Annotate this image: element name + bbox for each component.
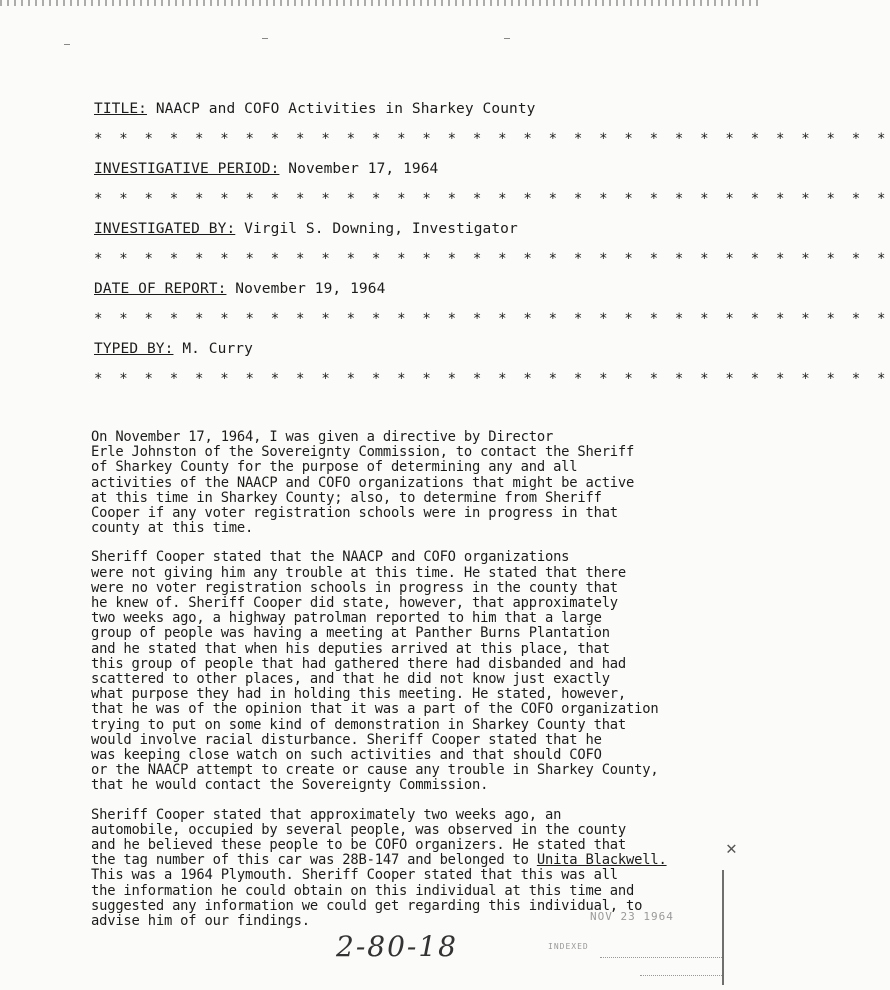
paragraph-automobile-part2: This was a 1964 Plymouth. Sheriff Cooper stated that this was all the information he could obtain on this individual at this time and suggested any information we could get regarding this individual, to advise him of our findings. xyxy=(91,867,643,930)
investigator-row xyxy=(94,218,704,248)
paragraph-sheriff-statement: Sheriff Cooper stated that the NAACP and COFO organizations were not giving him any trouble at this time. He stated that there were no voter registration schools in progress in the county that he knew of. Sheriff Cooper did state, however, that approximately two weeks ago, a highway patrolman reported to him that a large group of people was having a meeting at Panther Burns Plantation and he stated that when his deputies arrived at this place, that this group of people that had gathered there had disbanded and had scattered to other places, and that he did not know just exactly what purpose they had in holding this meeting. He stated, however, that he was of the opinion that it was a part of the COFO organization trying to put on some kind of demonstration in Sharkey County that would involve racial disturbance. Sheriff Cooper stated that he was keeping close watch on such activities and that should COFO or the NAACP attempt to create or cause any trouble in Sharkey County, that he would contact the Sovereignty Commission. xyxy=(91,549,659,794)
scan-speck xyxy=(262,38,268,39)
star-separator: * * * * * * * * * * * * * * * * * * * * * * * * * * * * * * * * xyxy=(94,131,890,147)
margin-rule xyxy=(722,870,724,985)
period-label: INVESTIGATIVE PERIOD: xyxy=(94,161,280,177)
report-date-row xyxy=(94,278,704,308)
scan-edge-dots xyxy=(0,0,763,6)
typed-by-row xyxy=(94,338,704,368)
title-row xyxy=(94,98,704,128)
scan-speck xyxy=(64,44,70,45)
date-stamp: NOV 23 1964 xyxy=(590,910,674,923)
report-date-value: November 19, 1964 xyxy=(235,281,386,297)
report-header xyxy=(94,98,890,398)
person-name: Unita Blackwell. xyxy=(536,852,667,869)
investigator-label: INVESTIGATED BY: xyxy=(94,221,236,237)
scan-speck xyxy=(504,38,510,39)
period-value: November 17, 1964 xyxy=(288,161,439,177)
star-separator: * * * * * * * * * * * * * * * * * * * * * * * * * * * * * * * * xyxy=(94,311,890,327)
star-separator: * * * * * * * * * * * * * * * * * * * * * * * * * * * * * * * * xyxy=(94,371,890,387)
report-body xyxy=(91,430,731,943)
star-separator: * * * * * * * * * * * * * * * * * * * * * * * * * * * * * * * * xyxy=(94,251,890,267)
stamp-line xyxy=(600,957,722,958)
star-separator: * * * * * * * * * * * * * * * * * * * * * * * * * * * * * * * * xyxy=(94,191,890,207)
report-date-label: DATE OF REPORT: xyxy=(94,281,227,297)
margin-x-mark: ✕ xyxy=(726,838,737,859)
stamp-line xyxy=(640,975,722,976)
handwritten-file-number: 2-80-18 xyxy=(336,930,458,963)
typed-by-value: M. Curry xyxy=(182,341,253,357)
period-row xyxy=(94,158,704,188)
title-value: NAACP and COFO Activities in Sharkey County xyxy=(155,101,536,117)
indexed-stamp: INDEXED xyxy=(548,942,589,951)
paragraph-directive: On November 17, 1964, I was given a directive by Director Erle Johnston of the Sovereignty Commission, to contact the Sheriff of Sharkey County for the purpose of determining any and all activities of the NAACP and COFO organizations that might be active at this time in Sharkey County; also, to determine from Sheriff Cooper if any voter registration schools were in progress in that county at this time. xyxy=(91,429,635,537)
investigator-value: Virgil S. Downing, Investigator xyxy=(244,221,518,237)
paragraph-automobile-part1: Sheriff Cooper stated that approximately two weeks ago, an automobile, occupied by several people, was observed in the county and he believed these people to be COFO organizers. He stated that the tag number of this car was 28B-147 and belonged to xyxy=(91,806,627,869)
title-label: TITLE: xyxy=(94,101,147,117)
typed-by-label: TYPED BY: xyxy=(94,341,174,357)
